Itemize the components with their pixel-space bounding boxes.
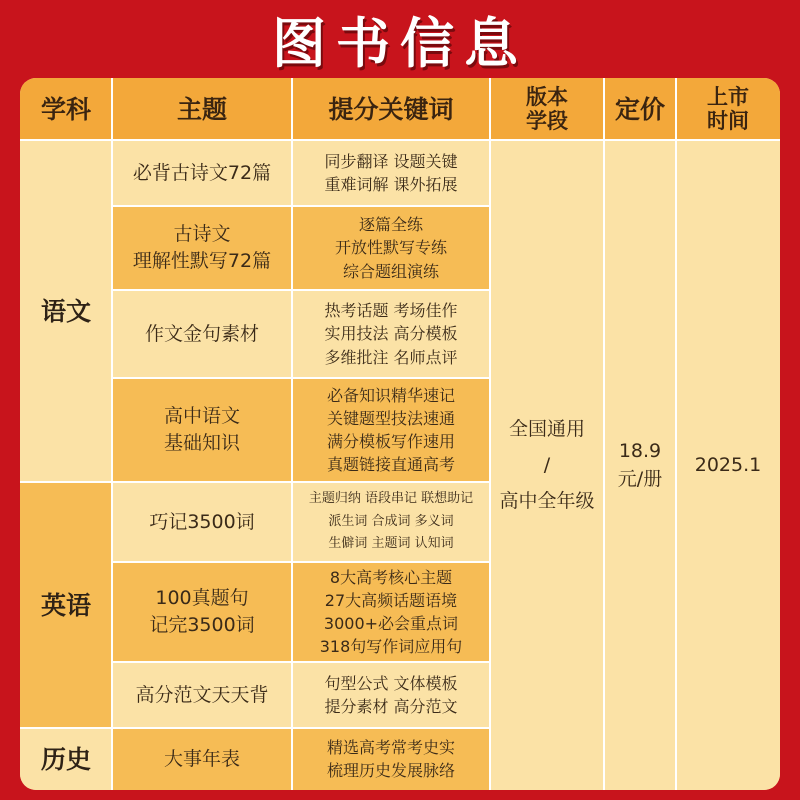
grid-line [603,78,605,790]
keywords-cell: 主题归纳 语段串记 联想助记 派生词 合成词 多义词 生僻词 主题词 认知词 [292,482,490,562]
edition-value: 全国通用 / 高中全年级 [490,140,604,790]
title-banner [0,0,800,78]
page-title: 图书信息 [272,11,528,75]
grid-line [112,289,490,291]
grid-line [489,78,491,790]
grid-line [20,481,490,483]
subject-history: 历史 [20,728,112,790]
header-topic: 主题 [112,78,292,140]
topic-cell: 高中语文 基础知识 [112,378,292,482]
grid-line [112,661,490,663]
grid-line [111,78,113,790]
header-price: 定价 [604,78,676,140]
grid-line [112,205,490,207]
topic-cell: 古诗文 理解性默写72篇 [112,206,292,290]
topic-cell: 作文金句素材 [112,290,292,378]
grid-line [20,139,780,141]
grid-line [675,78,677,790]
topic-cell: 必背古诗文72篇 [112,140,292,206]
header-keywords: 提分关键词 [292,78,490,140]
grid-line [112,377,490,379]
keywords-cell: 同步翻译 设题关键 重难词解 课外拓展 [292,140,490,206]
topic-cell: 巧记3500词 [112,482,292,562]
header-release: 上市 时间 [676,78,780,140]
keywords-cell: 热考话题 考场佳作 实用技法 高分模板 多维批注 名师点评 [292,290,490,378]
topic-cell: 高分范文天天背 [112,662,292,728]
book-info-table [20,78,780,790]
grid-line [112,561,490,563]
topic-cell: 100真题句 记完3500词 [112,562,292,662]
keywords-cell: 句型公式 文体模板 提分素材 高分范文 [292,662,490,728]
topic-cell: 大事年表 [112,728,292,790]
keywords-cell: 精选高考常考史实 梳理历史发展脉络 [292,728,490,790]
grid-line [20,727,490,729]
release-value: 2025.1 [676,140,780,790]
keywords-cell: 逐篇全练 开放性默写专练 综合题组演练 [292,206,490,290]
keywords-cell: 8大高考核心主题 27大高频话题语境 3000+必会重点词 318句写作词应用句 [292,562,490,662]
grid-line [291,78,293,790]
header-edition: 版本 学段 [490,78,604,140]
subject-chinese: 语文 [20,140,112,482]
subject-english: 英语 [20,482,112,728]
price-value: 18.9 元/册 [604,140,676,790]
header-subject: 学科 [20,78,112,140]
keywords-cell: 必备知识精华速记 关键题型技法速通 满分模板写作速用 真题链接直通高考 [292,378,490,482]
